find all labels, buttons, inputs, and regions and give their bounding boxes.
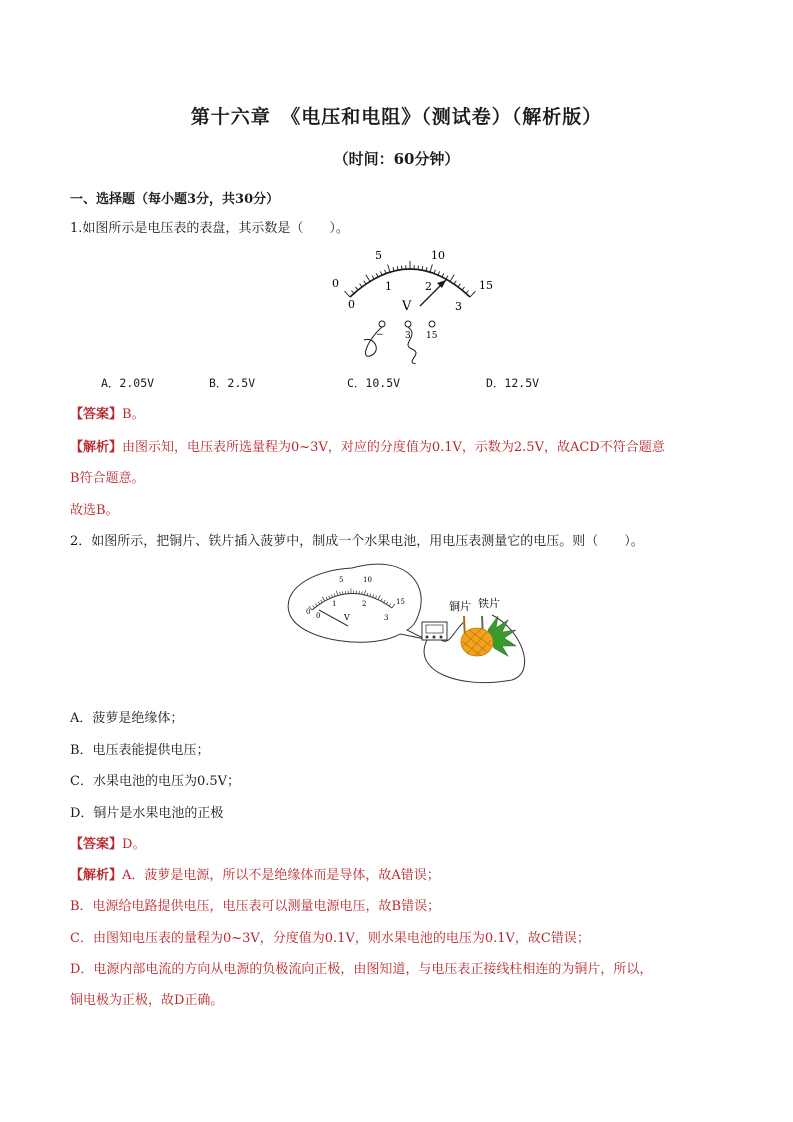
scale-tick [366, 275, 370, 282]
q1-unit-label: V [402, 299, 412, 314]
q2-terminal-b [433, 636, 436, 639]
q1-answer-tag: 【答案】 [70, 407, 123, 422]
q1-analysis-line-2: B符合题意。 [70, 471, 145, 486]
scale-tick [446, 276, 448, 279]
scale-tick [380, 271, 382, 275]
q1-terminal-15-label: 15 [426, 331, 438, 341]
q2-analysis-b: B．电源给电路提供电压，电压表可以测量电源电压，故B错误； [70, 899, 441, 914]
q1-terminal-neg [379, 321, 385, 327]
q1-voltmeter-figure [320, 244, 500, 364]
q2-unit-label: V [344, 613, 350, 622]
q2-bottom-tick-3: 3 [384, 614, 389, 622]
scale-tick [454, 281, 456, 284]
q2-bottom-tick-2: 2 [362, 600, 367, 608]
q2-pineapple-body [461, 628, 493, 656]
q1-bottom-tick-0: 0 [348, 298, 355, 311]
scale-tick [355, 287, 358, 290]
q2-terminal-a [426, 636, 429, 639]
q1-option-c: C．10.5V [347, 376, 401, 390]
q1-bottom-tick-1: 1 [385, 280, 392, 293]
q2-analysis-tag: 【解析】 [70, 868, 123, 883]
q2-answer-tag: 【答案】 [70, 837, 123, 852]
q1-answer [70, 403, 145, 422]
q2-top-tick-10: 10 [363, 576, 372, 584]
scale-tick [360, 284, 362, 287]
scale-tick [388, 264, 390, 272]
q1-stem: 1.如图所示是电压表的表盘，其示数是（ ）。 [70, 221, 349, 236]
q2-pineapple-leaves [488, 616, 516, 656]
q1-terminal-15 [429, 321, 435, 327]
q2-voltmeter-dial [426, 625, 443, 633]
q2-bottom-tick-1: 1 [332, 600, 337, 608]
q1-top-tick-0: 0 [332, 277, 339, 290]
q1-terminal-3-label: 3 [405, 331, 411, 341]
scale-tick [364, 281, 366, 284]
scale-tick [345, 291, 350, 297]
scale-tick [470, 291, 475, 297]
q2-option-c: C．水果电池的电压为0.5V； [70, 774, 241, 789]
q1-option-b: B．2.5V [209, 376, 256, 390]
q1-analysis-tag: 【解析】 [70, 440, 123, 455]
scale-tick [372, 276, 374, 279]
q1-top-tick-15: 15 [479, 279, 493, 292]
q2-option-b: B．电压表能提供电压； [70, 743, 210, 758]
scale-tick [430, 264, 432, 272]
q2-top-tick-0: 0 [306, 608, 311, 616]
scale-tick [351, 290, 354, 293]
q2-terminal-c [440, 636, 443, 639]
q1-analysis-text-1: 由图示知，电压表所选量程为0~3V，对应的分度值为0.1V，示数为2.5V，故ACD不符合题意 [122, 440, 665, 455]
q1-answer-value: B。 [122, 407, 145, 422]
q1-scale-arc [350, 269, 470, 297]
scale-tick [442, 273, 444, 277]
section-heading: 一、选择题（每小题3分，共30分） [70, 192, 280, 207]
scale-tick [450, 275, 454, 282]
scale-tick [466, 290, 469, 293]
q2-answer-value: D。 [122, 837, 146, 852]
q1-option-d: D．12.5V [486, 376, 540, 390]
q1-analysis-line-1 [70, 436, 665, 455]
q2-stem: 2．如图所示，把铜片、铁片插入菠萝中，制成一个水果电池，用电压表测量它的电压。则（ ）。 [70, 534, 644, 549]
scale-tick [376, 273, 378, 277]
q2-analysis-d2: 铜电极为正极，故D正确。 [70, 993, 224, 1008]
q2-fruit-battery-figure [282, 560, 537, 690]
q1-option-a: A．2.05V [101, 376, 155, 390]
q2-analysis-a-text: A．菠萝是电源，所以不是绝缘体而是导体，故A错误； [122, 868, 440, 883]
scale-tick [462, 287, 465, 290]
q2-analysis-d1: D．电源内部电流的方向从电源的负极流向正极，由图知道，与电压表正接线柱相连的为铜片，所以， [70, 962, 653, 977]
q2-top-tick-15: 15 [396, 598, 405, 606]
page-title: 第十六章 《电压和电阻》（测试卷）（解析版） [190, 106, 603, 128]
q1-choose: 故选B。 [70, 503, 119, 518]
q2-iron-label: 铁片 [478, 597, 500, 610]
q1-terminal-neg-label: − [376, 330, 384, 340]
q2-analysis-c: C．由图知电压表的量程为0~3V，分度值为0.1V，则水果电池的电压为0.1V，故C错误； [70, 931, 590, 946]
q2-top-tick-5: 5 [339, 576, 344, 584]
scale-tick [438, 271, 440, 275]
page-subtitle: （时间：60分钟） [333, 150, 460, 168]
scale-tick [458, 284, 460, 287]
q2-analysis-a [70, 864, 440, 883]
q2-option-d: D．铜片是水果电池的正极 [70, 806, 224, 821]
q1-bottom-tick-2: 2 [425, 280, 432, 293]
q1-bottom-tick-3: 3 [455, 300, 462, 313]
q2-answer [70, 833, 145, 852]
q1-terminal-3 [405, 321, 411, 327]
q2-bottom-tick-0: 0 [316, 612, 321, 620]
q1-top-tick-10: 10 [431, 249, 445, 262]
q2-option-a: A．菠萝是绝缘体； [70, 711, 184, 726]
q1-top-tick-5: 5 [375, 249, 382, 262]
q1-scale-ticks [345, 261, 476, 297]
q2-copper-label: 铜片 [449, 600, 471, 613]
